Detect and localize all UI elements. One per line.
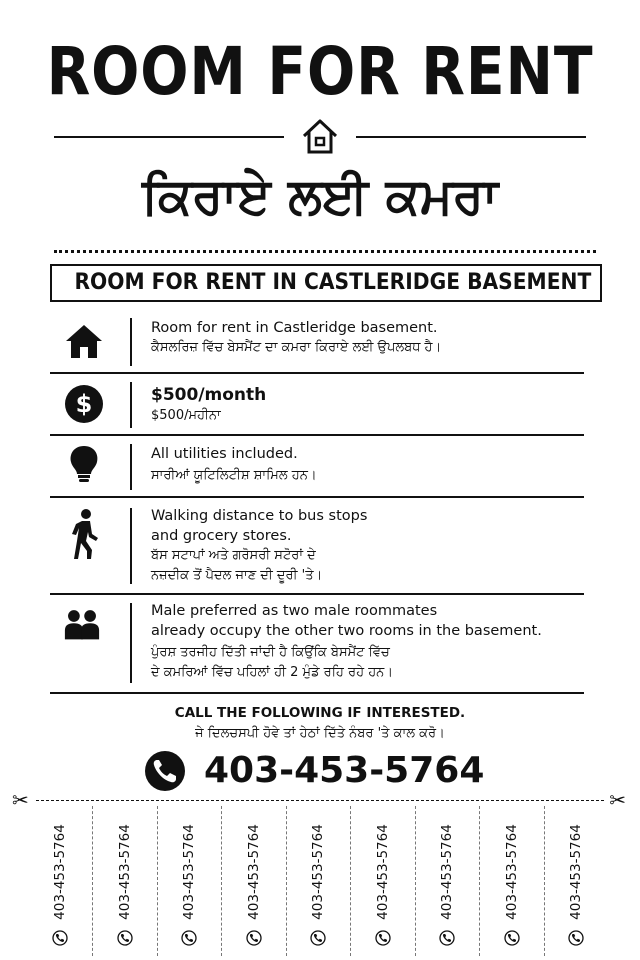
scissors-icon: ✂: [12, 788, 29, 812]
svg-text:$: $: [75, 390, 93, 418]
tear-tab[interactable]: [415, 806, 479, 956]
phone-number[interactable]: 403-453-5764: [204, 750, 485, 791]
tear-cut-line: [36, 800, 604, 801]
walking-person-icon: [64, 508, 104, 560]
phone-icon: [144, 750, 186, 792]
feature-roommates-en-2: already occupy the other two rooms in the basement.: [151, 623, 542, 639]
tear-tab-number: 403-453-5764: [181, 824, 197, 920]
feature-location: [50, 498, 584, 592]
tear-tab[interactable]: [93, 806, 157, 956]
feature-room-pa: ਕੈਸਲਰਿਜ਼ ਵਿੱਚ ਬੇਸਮੈਂਟ ਦਾ ਕਮਰਾ ਕਿਰਾਏ ਲਈ ਉਪਲਬਧ ਹੈ।: [151, 340, 442, 355]
feature-utilities-pa: ਸਾਰੀਆਂ ਯੂਟਿਲਿਟੀਸ਼ ਸ਼ਾਮਿਲ ਹਨ।: [151, 468, 317, 483]
tear-tab[interactable]: [222, 806, 286, 956]
feature-location-en-2: and grocery stores.: [151, 528, 292, 544]
phone-icon: [181, 930, 197, 946]
feature-roommates: [50, 595, 584, 691]
phone-icon: [246, 930, 262, 946]
dollar-icon: [64, 384, 104, 424]
tear-tab-number: 403-453-5764: [245, 824, 262, 920]
feature-location-pa-2: ਨਜ਼ਦੀਕ ਤੋਂ ਪੈਦਲ ਜਾਣ ਦੀ ਦੂਰੀ 'ਤੇ।: [151, 568, 323, 583]
tear-tab[interactable]: [286, 806, 350, 956]
house-outline-icon: [300, 116, 340, 156]
call-instruction-pa: ਜੇ ਦਿਲਚਸਪੀ ਹੋਵੇ ਤਾਂ ਹੇਠਾਂ ਦਿੱਤੇ ਨੰਬਰ 'ਤੇ ਕਾਲ ਕਰੋ।: [195, 726, 445, 741]
tear-tab[interactable]: [480, 806, 544, 956]
lightbulb-icon: [64, 444, 104, 484]
phone-row: [144, 746, 504, 796]
feature-utilities-en: All utilities included.: [151, 446, 298, 462]
phone-icon: [504, 930, 520, 946]
dotted-divider: [54, 250, 596, 253]
feature-price: [50, 374, 584, 434]
tear-tab-number: 403-453-5764: [310, 824, 326, 920]
phone-icon: [375, 930, 391, 946]
feature-room-en: Room for rent in Castleridge basement.: [151, 320, 438, 336]
phone-icon: [52, 930, 68, 946]
tear-tab-number: 403-453-5764: [374, 824, 391, 920]
tear-tab[interactable]: [351, 806, 415, 956]
tear-tab[interactable]: [544, 806, 608, 956]
feature-roommates-pa-2: ਦੇ ਕਮਰਿਆਂ ਵਿੱਚ ਪਹਿਲਾਂ ਹੀ 2 ਮੁੰਡੇ ਰਹਿ ਰਹੇ ਹਨ।: [151, 665, 394, 680]
house-icon: [64, 321, 104, 361]
feature-price-pa: $500/ਮਹੀਨਾ: [151, 408, 221, 423]
tear-tab[interactable]: [28, 806, 92, 956]
phone-icon: [310, 930, 326, 946]
tear-tab-number: 403-453-5764: [503, 824, 520, 920]
feature-roommates-pa-1: ਪੁੰਰਸ਼ ਤਰਜੀਹ ਦਿੱਤੀ ਜਾਂਦੀ ਹੈ ਕਿਉਂਕਿ ਬੇਸਮੈਂਟ ਵਿੱਚ: [151, 645, 390, 660]
phone-icon: [117, 930, 133, 946]
roommates-icon: [64, 607, 100, 643]
feature-utilities: [50, 436, 584, 496]
tear-tab-number: 403-453-5764: [52, 824, 68, 920]
tear-tab-number: 403-453-5764: [568, 824, 584, 920]
title-divider: [54, 116, 586, 156]
feature-location-en-1: Walking distance to bus stops: [151, 508, 368, 524]
phone-icon: [439, 930, 455, 946]
call-instruction-en: CALL THE FOLLOWING IF INTERESTED.: [174, 705, 466, 721]
feature-location-pa-1: ਬੱਸ ਸਟਾਪਾਂ ਅਤੇ ਗਰੋਸਰੀ ਸਟੋਰਾਂ ਦੇ: [151, 548, 316, 563]
feature-room: [50, 314, 584, 372]
tear-tab-number: 403-453-5764: [116, 824, 133, 920]
feature-price-en: $500/month: [151, 385, 267, 405]
phone-icon: [568, 930, 584, 946]
scissors-icon: ✂: [609, 788, 626, 812]
feature-roommates-en-1: Male preferred as two male roommates: [151, 603, 438, 619]
tear-tab-number: 403-453-5764: [439, 824, 455, 920]
subtitle-text: ROOM FOR RENT IN CASTLERIDGE BASEMENT: [74, 270, 592, 295]
title-punjabi: ਕਿਰਾਏ ਲਈ ਕਮਰਾ: [141, 167, 499, 225]
subtitle-banner: [50, 264, 602, 302]
section-divider: [50, 692, 584, 694]
title-english: ROOM FOR RENT: [46, 33, 594, 110]
tear-tab[interactable]: [157, 806, 221, 956]
